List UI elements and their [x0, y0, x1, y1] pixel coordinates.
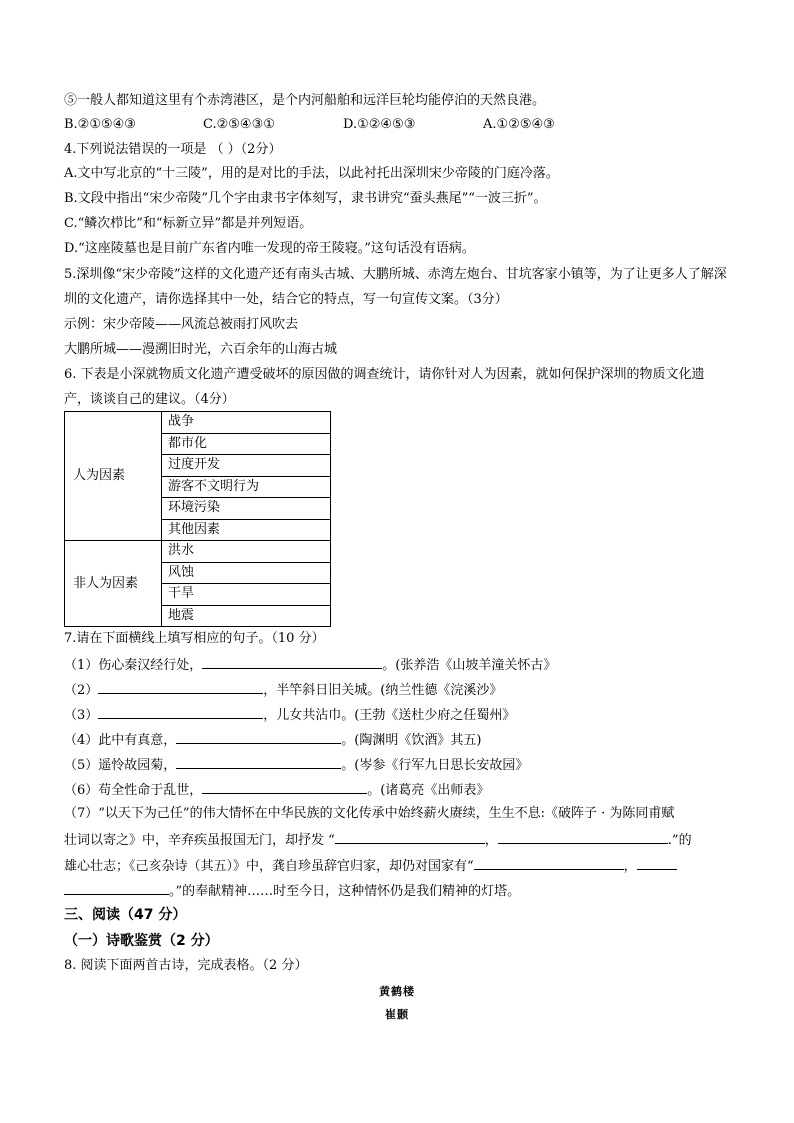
q6-stem: 6. 下表是小深就物质文化遗产遭受破坏的原因做的调查统计，请你针对人为因素，就如何保护深圳的物质文化遗产，谈谈自己的建议。（4分） — [64, 367, 705, 407]
q7-sentence-6 — [64, 781, 489, 800]
sentence-source: ，儿女共沾巾。(王勃《送杜少府之任蜀州》 — [263, 708, 516, 723]
section-3-subtitle: （一）诗歌鉴赏（2 分） — [64, 933, 219, 949]
answer-blank[interactable] — [202, 781, 367, 794]
table-cell: 游客不文明行为 — [162, 476, 331, 498]
q7-sentence-7-line-3 — [64, 857, 677, 876]
table-cell: 环境污染 — [162, 498, 331, 520]
q5-example-2: 大鹏所城——漫溯旧时光，六百余年的山海古城 — [64, 342, 338, 357]
sentence-source: 。(岑参《行军九日思长安故园》 — [341, 758, 529, 773]
q4-option-a: A.文中写北京的“十三陵”，用的是对比的手法，以此衬托出深圳宋少帝陵的门庭冷落。 — [64, 166, 559, 181]
q8-stem: 8. 阅读下面两首古诗，完成表格。（2 分） — [64, 958, 308, 973]
q7-sentence-2 — [64, 681, 502, 700]
q7-sentence-7-line-4 — [64, 882, 520, 901]
sentence-text: （2） — [64, 683, 99, 698]
q7-sentence-1 — [64, 656, 556, 675]
poem-title: 黄鹤楼 — [379, 985, 415, 998]
q5-example-1: 示例：宋少帝陵——风流总被雨打风吹去 — [64, 317, 299, 332]
answer-blank[interactable] — [498, 831, 668, 844]
q7-sentence-4 — [64, 731, 481, 750]
answer-blank[interactable] — [335, 831, 485, 844]
q3-item5: ⑤一般人都知道这里有个赤湾港区，是个内河船舶和远洋巨轮均能停泊的天然良港。 — [64, 93, 546, 108]
sentence-source: 。(陶渊明《饮酒》其五) — [341, 733, 482, 748]
option-c: C.②⑤④③① — [203, 117, 275, 132]
sentence-text: 。”的奉献精神……时至今日，这种情怀仍是我们精神的灯塔。 — [169, 884, 521, 899]
answer-blank[interactable] — [64, 882, 169, 895]
human-factors-label: 人为因素 — [65, 412, 162, 541]
q4-option-d: D.“这座陵墓也是目前广东省内唯一发现的帝王陵寝。”这句话没有语病。 — [64, 241, 475, 256]
sentence-text: （3） — [64, 708, 99, 723]
q7-sentence-7-line-2 — [64, 831, 692, 850]
nonhuman-factors-label: 非人为因素 — [65, 541, 162, 627]
sentence-text: ， — [623, 859, 637, 874]
answer-blank[interactable] — [176, 756, 341, 769]
q4-option-b: B.文段中指出“宋少帝陵”几个字由隶书字体刻写，隶书讲究“蚕头燕尾”“一波三折”。 — [64, 191, 547, 206]
sentence-text: 雄心壮志；《己亥杂诗（其五）》中，龚自珍虽辞官归家，却仍对国家有“ — [64, 859, 474, 874]
sentence-source: ，半竿斜日旧关城。(纳兰性德《浣溪沙》 — [263, 683, 503, 698]
section-3-title: 三、阅读（47 分） — [64, 907, 187, 923]
q7-sentence-5 — [64, 756, 528, 775]
sentence-source: 。(诸葛亮《出师表》 — [367, 783, 490, 798]
table-cell: 洪水 — [162, 541, 331, 563]
q7-sentence-3 — [64, 706, 515, 725]
q5-stem: 5.深圳像“宋少帝陵”这样的文化遗产还有南头古城、大鹏所城、赤湾左炮台、甘坑客家小镇等，为了让更多人了解深圳的文化遗产，请你选择其中一处，结合它的特点，写一句宣传文案。（3分） — [64, 267, 727, 307]
sentence-text: （1）伤心秦汉经行处， — [64, 658, 203, 673]
answer-blank[interactable] — [98, 681, 263, 694]
answer-blank[interactable] — [98, 706, 263, 719]
answer-blank[interactable] — [474, 857, 624, 870]
table-cell: 干旱 — [162, 584, 331, 606]
answer-blank[interactable] — [202, 656, 382, 669]
sentence-text: 壮词以寄之》中，辛弃疾虽报国无门，却抒发 “ — [64, 833, 335, 848]
option-b: B.②①⑤④③ — [64, 117, 136, 132]
option-d: D.①②④⑤③ — [343, 117, 416, 132]
answer-blank[interactable] — [176, 731, 341, 744]
q7-sentence-7-line-1: （7）“以天下为己任”的伟大情怀在中华民族的文化传承中始终薪火赓续，生生不息:《破阵子 · 为陈同甫赋 — [64, 806, 675, 821]
table-cell: 过度开发 — [162, 455, 331, 477]
sentence-text: （5）遥怜故园菊， — [64, 758, 177, 773]
sentence-text: .”的 — [667, 833, 692, 848]
table-cell: 其他因素 — [162, 519, 331, 541]
sentence-text: （6）苟全性命于乱世， — [64, 783, 203, 798]
answer-blank[interactable] — [637, 857, 677, 870]
table-cell: 战争 — [162, 412, 331, 434]
damage-factors-table — [64, 411, 331, 627]
q4-stem: 4.下列说法错误的一项是 （ ）（2分） — [64, 142, 282, 157]
poem-author: 崔颢 — [385, 1008, 409, 1021]
table-cell: 都市化 — [162, 433, 331, 455]
sentence-text: ， — [484, 833, 498, 848]
q7-stem: 7.请在下面横线上填写相应的句子。（10 分） — [64, 631, 325, 646]
option-a: A.①②⑤④③ — [483, 117, 555, 132]
table-cell: 风蚀 — [162, 562, 331, 584]
table-cell: 地震 — [162, 605, 331, 627]
sentence-text: （4）此中有真意， — [64, 733, 177, 748]
q4-option-c: C.“鳞次栉比”和“标新立异”都是并列短语。 — [64, 216, 313, 231]
sentence-source: 。(张养浩《山坡羊潼关怀古》 — [382, 658, 557, 673]
